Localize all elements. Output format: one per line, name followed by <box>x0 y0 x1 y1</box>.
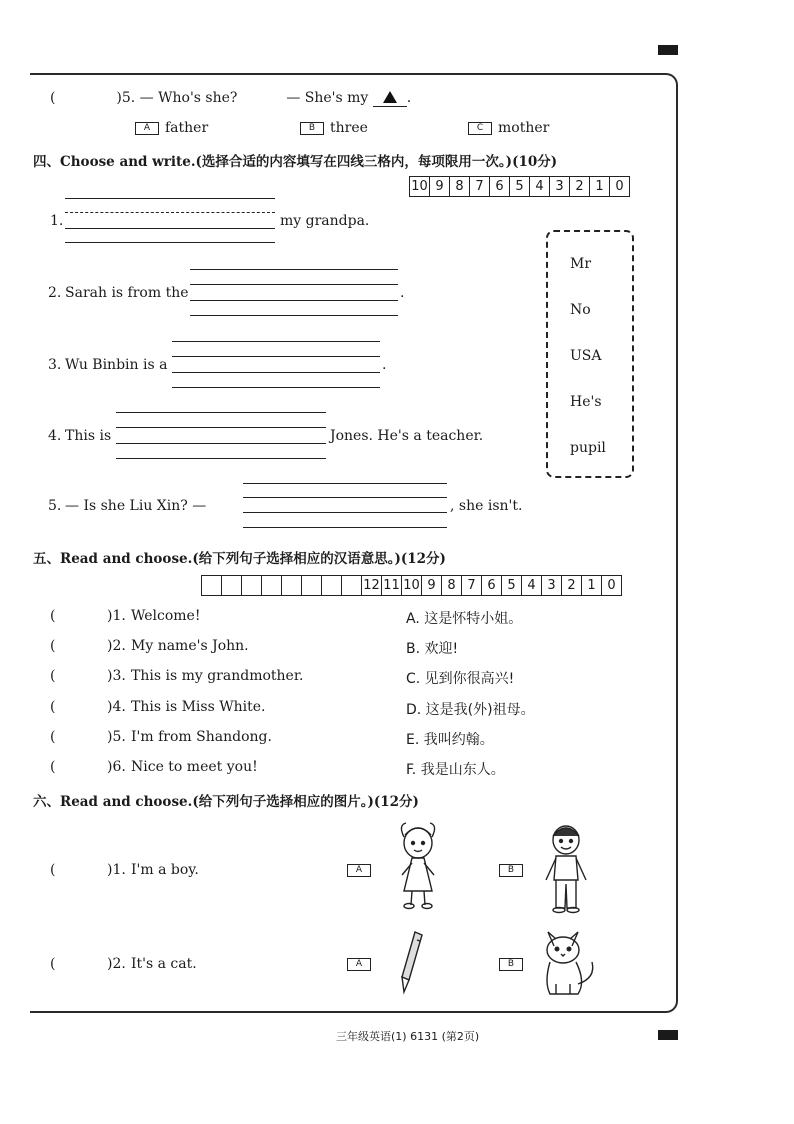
score-cell[interactable]: 10 <box>410 177 430 197</box>
guide-line <box>172 387 380 388</box>
answer-paren[interactable]: ( <box>50 698 56 715</box>
item-sentence: This is Miss White. <box>131 698 266 715</box>
triangle-icon <box>383 91 397 103</box>
s4-item5-before: — Is she Liu Xin? — <box>65 498 207 514</box>
q5-option-c[interactable] <box>468 120 549 136</box>
chinese-option: B. 欢迎! <box>406 641 459 658</box>
score-cell-blank <box>342 576 362 596</box>
question-prompt: — Who's she? <box>139 90 238 106</box>
guide-line <box>65 198 275 199</box>
s6-item1-option-a[interactable] <box>347 862 377 878</box>
guide-line <box>172 341 380 342</box>
word-bank-item: USA <box>570 348 602 364</box>
s4-item2-after: . <box>400 285 405 301</box>
s4-item3-after: . <box>382 357 387 373</box>
writing-line[interactable] <box>116 443 326 444</box>
item-number: )3. <box>107 668 126 685</box>
s6-item1-text: I'm a boy. <box>131 862 199 878</box>
section6-heading: 六、Read and choose.(给下列句子选择相应的图片。)(12分) <box>33 794 419 810</box>
word-bank-item: No <box>570 302 591 318</box>
chinese-option: E. 我叫约翰。 <box>406 731 494 748</box>
option-letter-box: A <box>347 958 371 971</box>
score-cell[interactable]: 3 <box>542 576 562 596</box>
s4-item3-number: 3. <box>48 357 62 373</box>
girl-picture[interactable] <box>392 815 444 911</box>
chinese-option: A. 这是怀特小姐。 <box>406 611 523 627</box>
score-cell[interactable]: 2 <box>562 576 582 596</box>
s6-item2-number: )2. <box>107 956 126 972</box>
score-cell-blank <box>282 576 302 596</box>
option-text: mother <box>498 120 550 136</box>
score-cell[interactable]: 5 <box>502 576 522 596</box>
guide-line <box>65 242 275 243</box>
s6-item2-option-a[interactable] <box>347 956 377 972</box>
guide-line <box>65 212 275 213</box>
score-cell[interactable]: 0 <box>602 576 622 596</box>
s4-item5-number: 5. <box>48 498 62 514</box>
item-number: )1. <box>107 608 126 624</box>
q5-option-a[interactable] <box>135 120 208 136</box>
answer-paren[interactable]: ( <box>50 668 56 685</box>
s4-item4-before: This is <box>65 428 112 444</box>
guide-line <box>190 269 398 270</box>
guide-line <box>190 315 398 316</box>
item-number: )2. <box>107 638 126 655</box>
writing-line[interactable] <box>190 300 398 301</box>
option-letter-box: B <box>499 958 523 971</box>
score-cell-blank <box>262 576 282 596</box>
s4-item4-after: Jones. He's a teacher. <box>330 428 484 444</box>
item-sentence: I'm from Shandong. <box>131 728 272 745</box>
score-cell[interactable]: 4 <box>522 576 542 596</box>
score-cell[interactable]: 4 <box>530 177 550 197</box>
option-letter-box: A <box>347 864 371 877</box>
writing-line[interactable] <box>65 228 275 229</box>
option-letter-box: A <box>135 122 159 135</box>
s6-item2-text: It's a cat. <box>131 956 197 972</box>
option-text: three <box>330 120 368 136</box>
score-cell-blank <box>302 576 322 596</box>
guide-line <box>116 412 326 413</box>
word-bank-item: Mr <box>570 256 592 272</box>
answer-blank[interactable] <box>373 90 407 107</box>
chinese-option: D. 这是我(外)祖母。 <box>406 701 535 718</box>
item-number: )5. <box>107 728 126 745</box>
guide-line <box>243 483 447 484</box>
score-cell[interactable]: 7 <box>470 177 490 197</box>
item-number: )6. <box>107 759 126 775</box>
score-cell[interactable]: 10 <box>402 576 422 596</box>
answer-paren[interactable]: ( <box>50 608 56 624</box>
option-letter-box: B <box>300 122 324 135</box>
guide-line <box>172 356 380 357</box>
guide-line <box>243 497 447 498</box>
score-cell[interactable]: 1 <box>590 177 610 197</box>
score-cell[interactable]: 11 <box>382 576 402 596</box>
section4-score-table <box>409 176 630 197</box>
item-sentence: Nice to meet you! <box>131 759 258 775</box>
page-footer: 三年级英语(1) 6131 (第2页) <box>336 1030 480 1043</box>
answer-paren[interactable]: ( <box>50 728 56 745</box>
score-cell[interactable]: 8 <box>450 177 470 197</box>
option-letter-box: C <box>468 122 492 135</box>
section4-heading: 四、Choose and write.(选择合适的内容填写在四线三格内，每项限用一次。)(10分) <box>33 154 558 170</box>
question-reply: — She's my <box>286 90 369 106</box>
chinese-option: C. 见到你很高兴! <box>406 671 515 688</box>
word-bank-item: He's <box>570 394 602 410</box>
score-cell-blank <box>222 576 242 596</box>
writing-line[interactable] <box>172 372 380 373</box>
s4-item4-number: 4. <box>48 428 62 444</box>
writing-line[interactable] <box>243 512 447 513</box>
s4-item2-before: Sarah is from the <box>65 285 189 301</box>
guide-line <box>243 527 447 528</box>
item-number: )4. <box>107 698 126 715</box>
word-bank-item: pupil <box>570 440 606 456</box>
s6-item2-paren[interactable]: ( <box>50 956 56 972</box>
option-letter-box: B <box>499 864 523 877</box>
score-cell[interactable]: 6 <box>490 177 510 197</box>
word-bank <box>546 230 634 478</box>
s4-item3-before: Wu Binbin is a <box>65 357 168 373</box>
cat-picture[interactable] <box>538 922 600 1000</box>
item-sentence: My name's John. <box>131 638 249 655</box>
section5-score-table <box>201 575 622 596</box>
s6-item1-option-b[interactable] <box>499 862 529 878</box>
score-cell[interactable]: 9 <box>422 576 442 596</box>
score-cell[interactable]: 6 <box>482 576 502 596</box>
score-cell-blank <box>322 576 342 596</box>
item-sentence: This is my grandmother. <box>131 668 304 685</box>
option-text: father <box>165 120 209 136</box>
s4-item1-after: my grandpa. <box>280 213 370 229</box>
guide-line <box>116 458 326 459</box>
score-cell[interactable]: 1 <box>582 576 602 596</box>
s4-item5-after: , she isn't. <box>450 498 523 514</box>
score-cell-blank <box>242 576 262 596</box>
registration-mark-bottom <box>658 1030 678 1040</box>
score-cell-blank <box>202 576 222 596</box>
question-number: )5. <box>116 90 136 106</box>
chinese-option: F. 我是山东人。 <box>406 762 505 778</box>
score-cell[interactable]: 9 <box>430 177 450 197</box>
q5-row: ( )5. — Who's she? — She's my . <box>50 90 412 106</box>
s6-item1-number: )1. <box>107 862 126 878</box>
score-cell[interactable]: 2 <box>570 177 590 197</box>
guide-line <box>116 427 326 428</box>
section5-heading: 五、Read and choose.(给下列句子选择相应的汉语意思。)(12分) <box>33 551 446 567</box>
item-sentence: Welcome! <box>131 608 201 624</box>
score-cell[interactable]: 5 <box>510 177 530 197</box>
score-cell[interactable]: 3 <box>550 177 570 197</box>
registration-mark-top <box>658 45 678 55</box>
boy-picture[interactable] <box>540 818 592 914</box>
q5-option-b[interactable] <box>300 120 368 136</box>
pen-picture[interactable] <box>395 928 427 998</box>
guide-line <box>190 284 398 285</box>
answer-paren-open[interactable]: ( <box>50 90 56 106</box>
s6-item1-paren[interactable]: ( <box>50 862 56 878</box>
answer-paren[interactable]: ( <box>50 638 56 655</box>
s6-item2-option-b[interactable] <box>499 956 529 972</box>
score-cell[interactable]: 12 <box>362 576 382 596</box>
score-cell[interactable]: 7 <box>462 576 482 596</box>
s4-item1-number: 1. <box>50 213 64 229</box>
score-cell[interactable]: 0 <box>610 177 630 197</box>
score-cell[interactable]: 8 <box>442 576 462 596</box>
s4-item2-number: 2. <box>48 285 62 301</box>
answer-paren[interactable]: ( <box>50 759 56 775</box>
